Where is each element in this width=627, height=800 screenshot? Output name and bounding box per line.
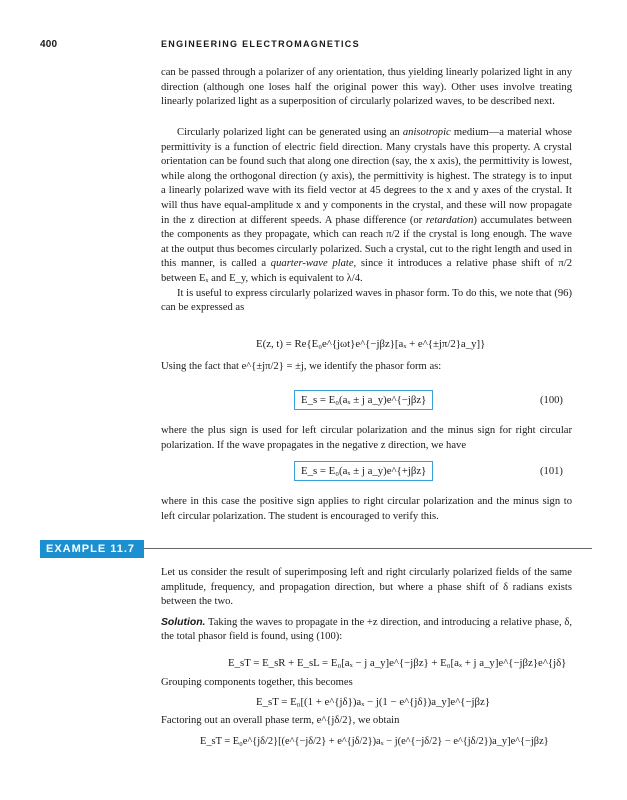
- grouping-block: [161, 676, 572, 691]
- after-100-text: where the plus sign is used for left circular polarization and the minus sign for right circular polarization. If the wave propagates in the negative z direction, we have: [161, 425, 572, 451]
- equation-101-number: (101): [540, 466, 563, 477]
- factoring-block: [161, 714, 572, 729]
- after-100-block: [161, 424, 572, 453]
- after-101-block: [161, 495, 572, 524]
- solution-label: Solution.: [161, 616, 206, 628]
- emphasis-quarter-wave-plate: quarter-wave plate,: [270, 258, 357, 270]
- using-fact-block: [161, 360, 572, 375]
- example-label: EXAMPLE 11.7: [40, 540, 144, 558]
- page-number: 400: [40, 39, 58, 50]
- example-divider: [144, 548, 592, 549]
- equation-96-expanded: E(z, t) = Re{E₀e^{jωt}e^{−jβz}[aₓ + e^{±jπ/2}a_y]}: [256, 338, 486, 350]
- circular-polarization-paragraph: Circularly polarized light can be generated using an anisotropic medium—a material whose permittivity is a function of electric field direction. Many crystals have this property. A crystal orientation can be found such that along one direction (say, the x axis), the permittivity is lowest, while along the orthogonal direction (y axis), the permittivity is highest. The strategy is to input a linearly polarized wave with its field vector at 45 degrees to the x and y axes of the crystal. It will thus have equal-amplitude x and y components in the crystal, and these will now propagate in the z direction at different speeds. A phase difference (or retardation) accumulates between the components as they propagate, which can reach π/2 if the crystal is long enough. The wave at the output thus becomes circularly polarized. Such a crystal, cut to the right length and used in this manner, is called a quarter-wave plate, since it introduces a relative phase shift of π/2 between Eₓ and E_y, which is equivalent to λ/4.: [161, 127, 573, 284]
- equation-100-box: E_s = E₀(aₓ ± j a_y)e^{−jβz}: [294, 390, 433, 410]
- emphasis-anisotropic: anisotropic: [402, 127, 451, 138]
- running-title: ENGINEERING ELECTROMAGNETICS: [161, 39, 360, 49]
- emphasis-retardation: retardation: [425, 214, 474, 226]
- equation-total-field: E_sT = E_sR + E_sL = E₀[aₓ − j a_y]e^{−jβz} + E₀[aₓ + j a_y]e^{−jβz}e^{jδ}: [228, 657, 567, 669]
- paragraph-block: [161, 126, 572, 316]
- intro-paragraph-block: [161, 66, 572, 110]
- phasor-intro-paragraph: It is useful to express circularly polarized waves in phasor form. To do this, we note that (96) can be expressed as: [161, 287, 572, 314]
- equation-grouped: E_sT = E₀[(1 + e^{jδ})aₓ − j(1 − e^{jδ})a_y]e^{−jβz}: [256, 696, 491, 708]
- example-statement: Let us consider the result of superimposing left and right circularly polarized fields of the same amplitude, frequency, and propagation direction, but where a phase shift of δ radians exists between the two.: [161, 567, 572, 608]
- example-block: [161, 566, 572, 645]
- factoring-text: Factoring out an overall phase term, e^{jδ/2}, we obtain: [161, 715, 400, 726]
- after-101-text: where in this case the positive sign applies to right circular polarization and the minus sign to left circular polarization. The student is encouraged to verify this.: [161, 496, 572, 522]
- equation-factored: E_sT = E₀e^{jδ/2}[(e^{−jδ/2} + e^{jδ/2})aₓ − j(e^{−jδ/2} − e^{jδ/2})a_y]e^{−jβz}: [200, 736, 549, 747]
- equation-100-number: (100): [540, 395, 563, 406]
- equation-101-box: E_s = E₀(aₓ ± j a_y)e^{+jβz}: [294, 461, 433, 481]
- intro-paragraph: can be passed through a polarizer of any orientation, thus yielding linearly polarized light in any direction (although one loses half the original power this way). Other uses involve treating linearly polarized light as a superposition of circularly polarized waves, to be described next.: [161, 67, 572, 108]
- using-fact-text: Using the fact that e^{±jπ/2} = ±j, we identify the phasor form as:: [161, 361, 442, 372]
- grouping-text: Grouping components together, this becomes: [161, 677, 353, 688]
- solution-paragraph: Solution. Taking the waves to propagate in the +z direction, and introducing a relative phase, δ, the total phasor field is found, using (100):: [161, 616, 572, 643]
